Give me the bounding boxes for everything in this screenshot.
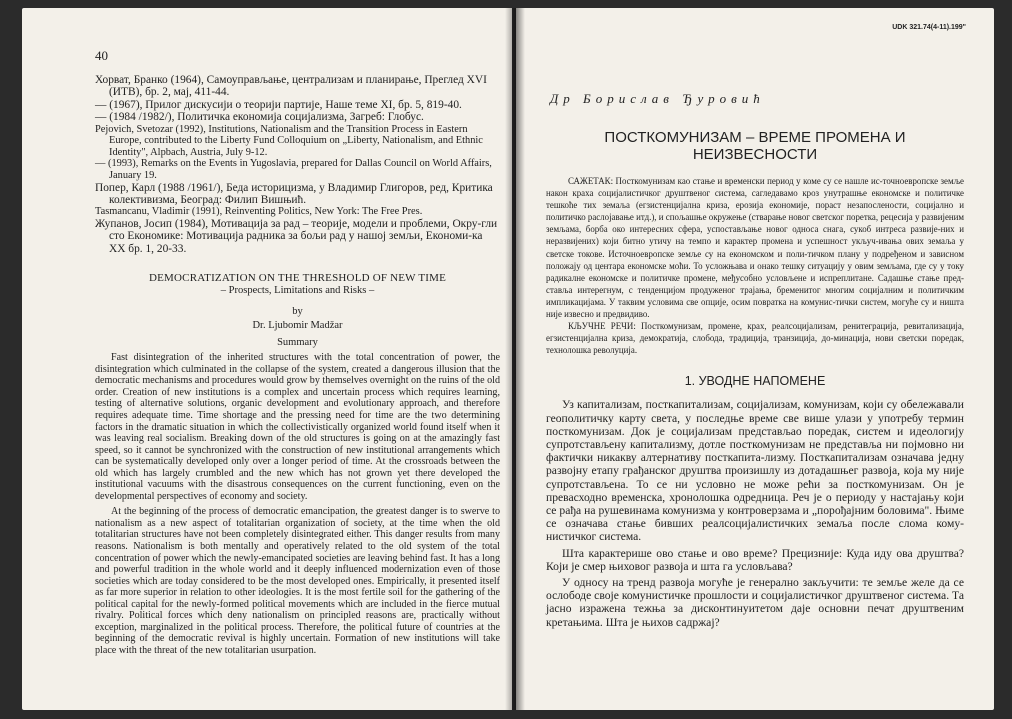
left-page-content (95, 48, 500, 656)
reference-item: Жупанов, Јосип (1984), Мотивација за рад – теорије, модели и проблеми, Окру-гли сто Економике: Мотивација радника за бољи рад у нашој земљи, Економи-ка XX бр. 1, 20-33. (95, 218, 498, 255)
right-page-content (546, 56, 964, 629)
reference-item: — (1967), Прилог дискусији о теорији партије, Наше теме XI, бр. 5, 819-40. (95, 98, 462, 111)
body-paragraph: У односу на тренд развоја могуће је генерално закључити: те земље желе да се ослободе своје комунистичке прошлости и социјалистичког друштвеног система. Та јасно изражена тежња за дисконтинуитетом даје основни печат друштвеним кретањима. Шта је њихов садржај? (546, 576, 964, 629)
article-title: DEMOCRATIZATION ON THE THRESHOLD OF NEW TIME (148, 272, 447, 285)
body-paragraph: Уз капитализам, посткапитализам, социјализам, комунизам, који су обележавали геополитичку карту света, у последње време све више улази у употребу термин посткомунизам. Док је социјализам представљао поредак, систем и идеологију супротстављену капитализму, дотле посткомунизам не представља ни појмовно ни фактички никакву алтернативу посткапита-лизму. Посткапитализам означава једну развојну етапу грађанског друштва произишлу из дотадашњег развоја, која му није супротстављена. То се ни условно не може рећи за посткомунизам. Он је превасходно временска, хронолошка одредница. Реч је о периоду у настајању који се рађа на рушевинама комунизма у контроверзама и „порођајним боловима". Њиме се означава стање бивших реалсоцијалистичких земаља после слома кому-нистичког система. (546, 398, 964, 544)
reference-item: Pejovich, Svetozar (1992), Institutions, Nationalism and the Transition Process in Eastern Europe, contributed to the Liberty Fund Colloquium on „Liberty, Nationalism, and Ethnic Identity", Alpbach, Austria, July 9-12. (95, 123, 483, 158)
reference-item: — (1984 /1982/), Политичка економија социјализма, Загреб: Глобус. (95, 111, 424, 124)
right-page (516, 8, 994, 710)
article-subtitle: – Prospects, Limitations and Risks – (220, 285, 375, 297)
body-paragraph: Шта карактерише ово стање и ово време? Прецизније: Куда иду ова друштва? Који је смер њиховог развоја и шта га условљава? (546, 546, 964, 573)
reference-item: — (1993), Remarks on the Events in Yugoslavia, prepared for Dallas Council on World Affairs, January 19. (95, 158, 492, 181)
abstract: САЖЕТАК: Посткомунизам као стање и временски период у коме су се нашле ис-точноевропске земље након краха социјалистичког друштвеног система, сагледавамо кроз унутрашње економске и политичке тешкоће тих земаља (егзистенцијална криза, ерозија економије, пораст незапослености, социјално и политичко раслојавање итд.), и спољашње окружење (стварање новог светског поретка, рецесија у развијеним земљама, борба око интересних сфера, успостављање новог односа снага, сукоб интреса развије-них и неразвијених) који битно утичу на темпо и карактер промена и успешност укључ-ивања ових земаља у светске токове. Источноевропске земље су на економском и поли-тичком плану у подређеном и зависном положају од центара економске моћи. То усложњава и онако тешку ситуацију у овим земљама, где су у току радикалне економске и политичке промене, међусобно условљене и испреплитане. Садашње стање пред-ставља интерегнум, с тенденцијом продуженог трајања, бременитог многим социјалним и политичким импликацијама. У таквим условима све опције, осим повратка на комунис-тички систем, могуће су и ништа није извесно и предвидиво. (546, 176, 964, 320)
reference-item: Tasmancanu, Vladimir (1991), Reinventing Politics, New York: The Free Pres. (95, 206, 423, 218)
article-title (546, 129, 964, 163)
section-heading: 1. УВОДНЕ НАПОМЕНЕ (684, 374, 826, 389)
page-number: 40 (95, 48, 108, 63)
reference-list (95, 74, 500, 255)
keywords: КЉУЧНЕ РЕЧИ: Посткомунизам, промене, крах, реалсоцијализам, ренитеграција, ревитализација, егзистенцијална криза, демократија, слобода, традиција, транзиција, до-минација, нови светски поредак, технолошка револуција. (546, 321, 964, 356)
book-gutter (505, 8, 525, 710)
reference-item: Хорват, Бранко (1964), Самоуправљање, централизам и планирање, Преглед XVI (ИТВ), бр. 2, мај, 411-44. (95, 74, 487, 99)
article-author: Др Борислав Ђуровић (550, 91, 765, 106)
left-page (22, 8, 512, 710)
summary-paragraph: At the beginning of the process of democratic emancipation, the greatest danger is to swerve to nationalism as a new aspect of totalitarian organization of society, at the time when the old totalitarian structures have not been completely disintegrated either. This danger results from many reasons. Nationalism is both mentally and operatively related to the old system of the total concentration of power which the newly-emancipated societies are leaving behind fast. It has a long and powerful tradition in the whole world and it deeply influenced modernization even of those societies which are today considered to be the most developed ones. Empirically, it presented itself as far more superior in relation to other ideologies. It is the most fertile soil for the gathering of the political capital for the newly-formed political movements which are included in the fierce mutual rivalry. Political forces which deny nationalism on principled reasons are, practically without exception, marginalized in the political process. Therefore, the political future of countries at the beginning of the democratic revival is highly uncertain. Formation of new institutions will take place with the threat of the new totalitarian usurpation. (95, 506, 500, 656)
article-title-line: ПОСТКОМУНИЗАМ – ВРЕМЕ ПРОМЕНА И (604, 129, 906, 146)
summary-paragraph: Fast disintegration of the inherited structures with the total concentration of power, the disintegration which culminated in the collapse of the system, created a dangerous illusion that the democratic mechanisms and procedures would grow by themselves overnight on the ruins of the old order. Creation of new institutions is a complex and uncertain process which requires learning, testing of alternative solutions, organic development and evolutionary approach, and therefore requires adequate time. Time shortage and the pressing need for time are the two determining factors in the dramatic situation in which the collectivistically organized world found itself when it was leaving real socialism. Breaking down of the old structures is going on at the amazingly fast speed, so it cannot be synchronized with the construction of new institutional arrangements which can be systematically developed only over a longer period of time. At the crossroads between the old which has largely crumbled and the new which has not grown yet there developed the institutional vacuums with the disastrous consequences on the current functioning, even on the developmental perspectives of economy and society. (95, 352, 500, 502)
article-title-line: НЕИЗВЕСНОСТИ (692, 146, 818, 163)
udk-code: UDK 321.74(4-11).199" (892, 24, 966, 31)
article-author: Dr. Ljubomir Madžar (252, 320, 343, 332)
byline-label: by (292, 306, 303, 318)
summary-heading: Summary (277, 337, 318, 349)
reference-item: Попер, Карл (1988 /1961/), Беда историцизма, у Владимир Глигоров, ред, Критика колективизма, Београд: Филип Вишњић. (95, 181, 493, 206)
